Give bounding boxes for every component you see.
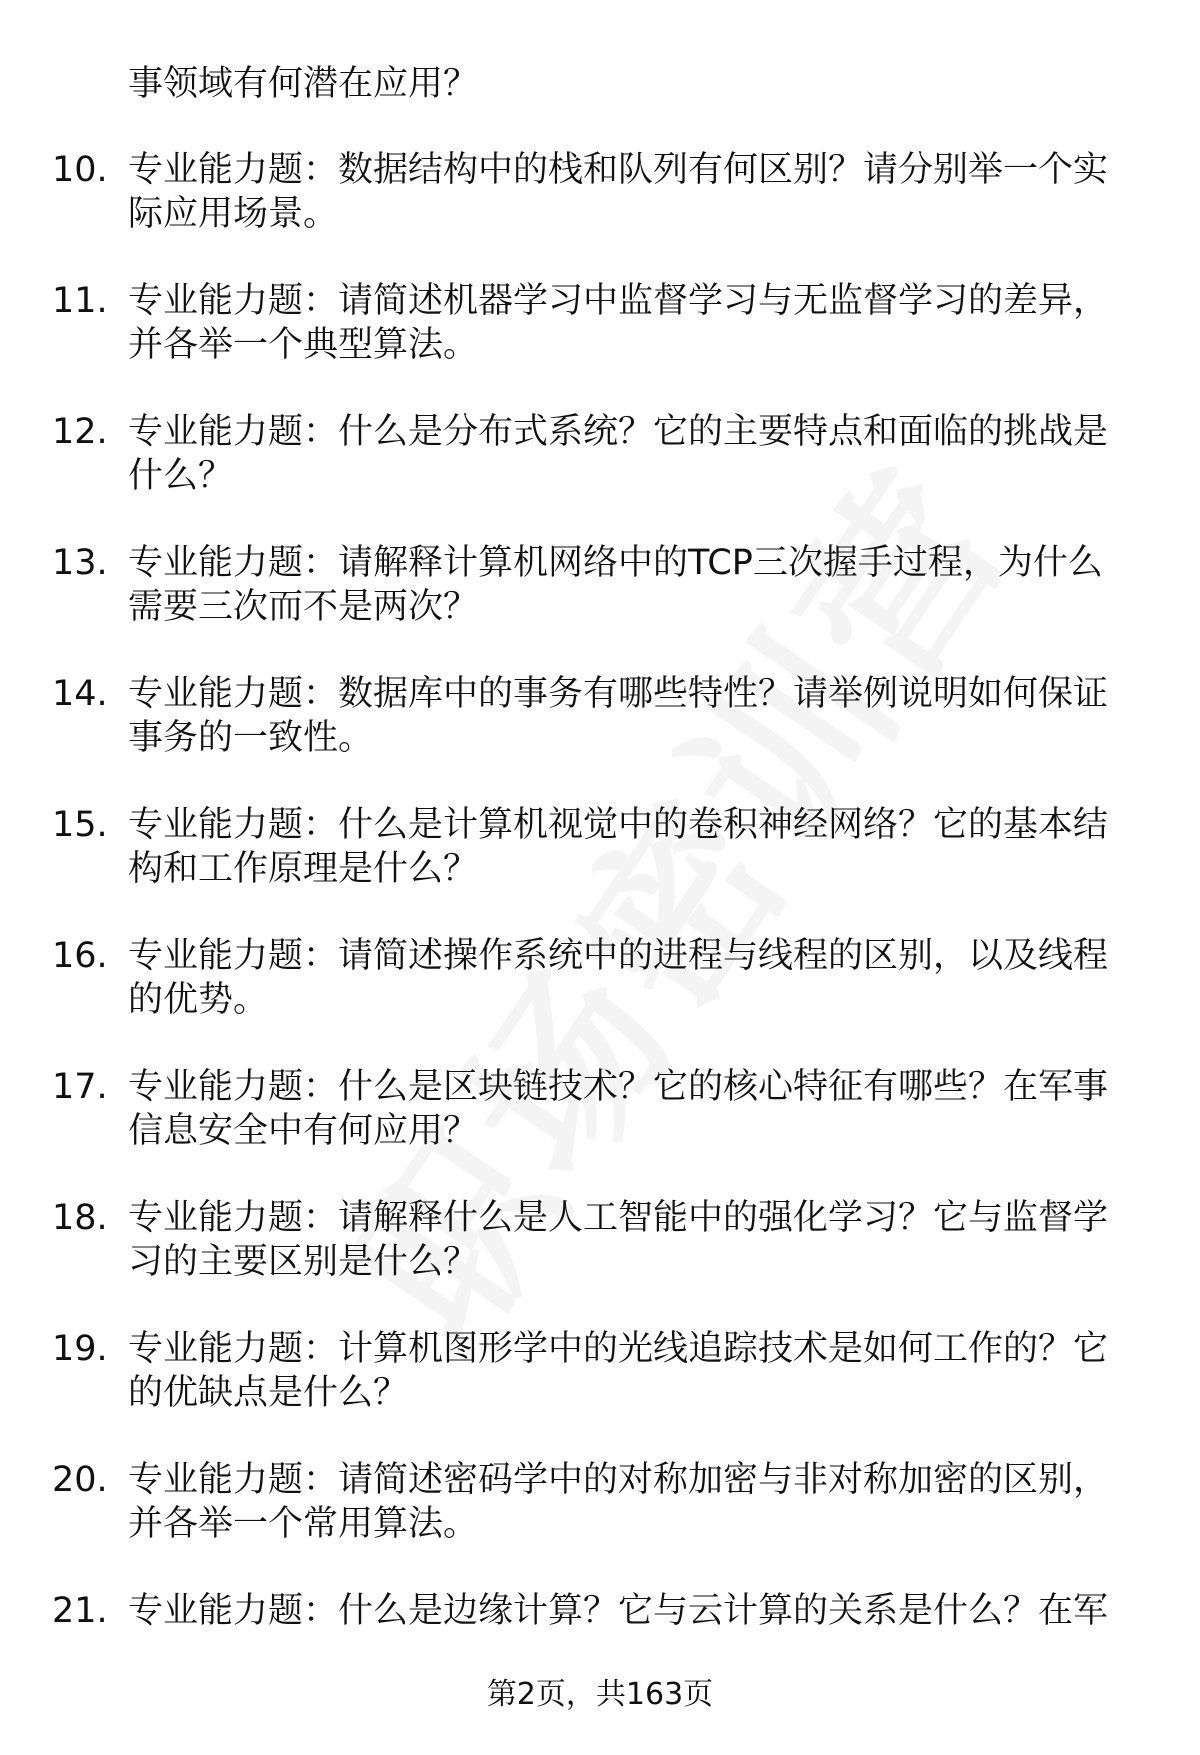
question-text-line: 并各举一个常用算法。: [128, 1504, 479, 1544]
question-number: 11.: [52, 281, 108, 321]
question-number: 10.: [52, 150, 108, 190]
question-item: [0, 934, 1200, 1065]
question-text: [128, 279, 1148, 367]
question-item: [0, 803, 1200, 934]
question-text: [128, 934, 1148, 1022]
question-text: [128, 410, 1148, 498]
question-item: [0, 672, 1200, 803]
question-number: 12.: [52, 412, 108, 452]
question-text-line: 专业能力题：请解释什么是人工智能中的强化学习？它与监督学: [128, 1198, 1109, 1238]
question-text: [128, 672, 1148, 760]
question-number: 13.: [52, 543, 108, 583]
question-list: [0, 148, 1200, 1720]
question-text-line: 什么？: [128, 456, 234, 496]
question-item: [0, 541, 1200, 672]
question-number: 20.: [52, 1460, 108, 1500]
question-text-line: 并各举一个典型算法。: [128, 325, 479, 365]
question-text-line: 专业能力题：数据结构中的栈和队列有何区别？请分别举一个实: [128, 150, 1109, 190]
question-item: [0, 1327, 1200, 1458]
question-text: [128, 1196, 1148, 1284]
question-item: [0, 1065, 1200, 1196]
question-text: [128, 1327, 1148, 1415]
question-text-line: 习的主要区别是什么？: [128, 1242, 479, 1282]
question-text: [128, 1458, 1148, 1546]
question-item: [0, 1458, 1200, 1589]
question-text-line: 需要三次而不是两次？: [128, 587, 479, 627]
question-text-line: 专业能力题：请简述密码学中的对称加密与非对称加密的区别，: [128, 1460, 1109, 1500]
question-number: 21.: [52, 1591, 108, 1631]
page-number-footer: 第2页，共163页: [486, 1677, 714, 1712]
question-text: [128, 803, 1148, 891]
question-number: 17.: [52, 1067, 108, 1107]
question-number: 15.: [52, 805, 108, 845]
question-text: [128, 1065, 1148, 1153]
question-number: 16.: [52, 936, 108, 976]
question-item: [0, 410, 1200, 541]
question-text-line: 专业能力题：什么是区块链技术？它的核心特征有哪些？在军事: [128, 1067, 1109, 1107]
question-text-line: 专业能力题：什么是边缘计算？它与云计算的关系是什么？在军: [128, 1591, 1109, 1631]
question-text-line: 事务的一致性。: [128, 718, 374, 758]
question-text-line: 专业能力题：数据库中的事务有哪些特性？请举例说明如何保证: [128, 674, 1109, 714]
question-text-line: 专业能力题：请解释计算机网络中的TCP三次握手过程，为什么: [128, 543, 1103, 583]
question-text: [128, 1589, 1148, 1633]
question-text-line: 专业能力题：请简述操作系统中的进程与线程的区别，以及线程: [128, 936, 1109, 976]
question-text-line: 的优缺点是什么？: [128, 1373, 409, 1413]
question-item: [0, 1196, 1200, 1327]
question-text-line: 信息安全中有何应用？: [128, 1111, 479, 1151]
question-text: [128, 148, 1148, 236]
question-text-line: 构和工作原理是什么？: [128, 849, 479, 889]
question-text-line: 专业能力题：计算机图形学中的光线追踪技术是如何工作的？它: [128, 1329, 1109, 1369]
question-text-line: 专业能力题：什么是计算机视觉中的卷积神经网络？它的基本结: [128, 805, 1109, 845]
question-number: 14.: [52, 674, 108, 714]
question-text-line: 的优势。: [128, 980, 269, 1020]
question-text-line: 专业能力题：什么是分布式系统？它的主要特点和面临的挑战是: [128, 412, 1109, 452]
question-number: 19.: [52, 1329, 108, 1369]
question-text: [128, 541, 1148, 629]
question-text-line: 际应用场景。: [128, 194, 339, 234]
question-text-line: 专业能力题：请简述机器学习中监督学习与无监督学习的差异，: [128, 281, 1109, 321]
continued-question-text: 事领域有何潜在应用？: [128, 64, 479, 104]
question-item: [0, 279, 1200, 410]
question-item: [0, 148, 1200, 279]
question-number: 18.: [52, 1198, 108, 1238]
